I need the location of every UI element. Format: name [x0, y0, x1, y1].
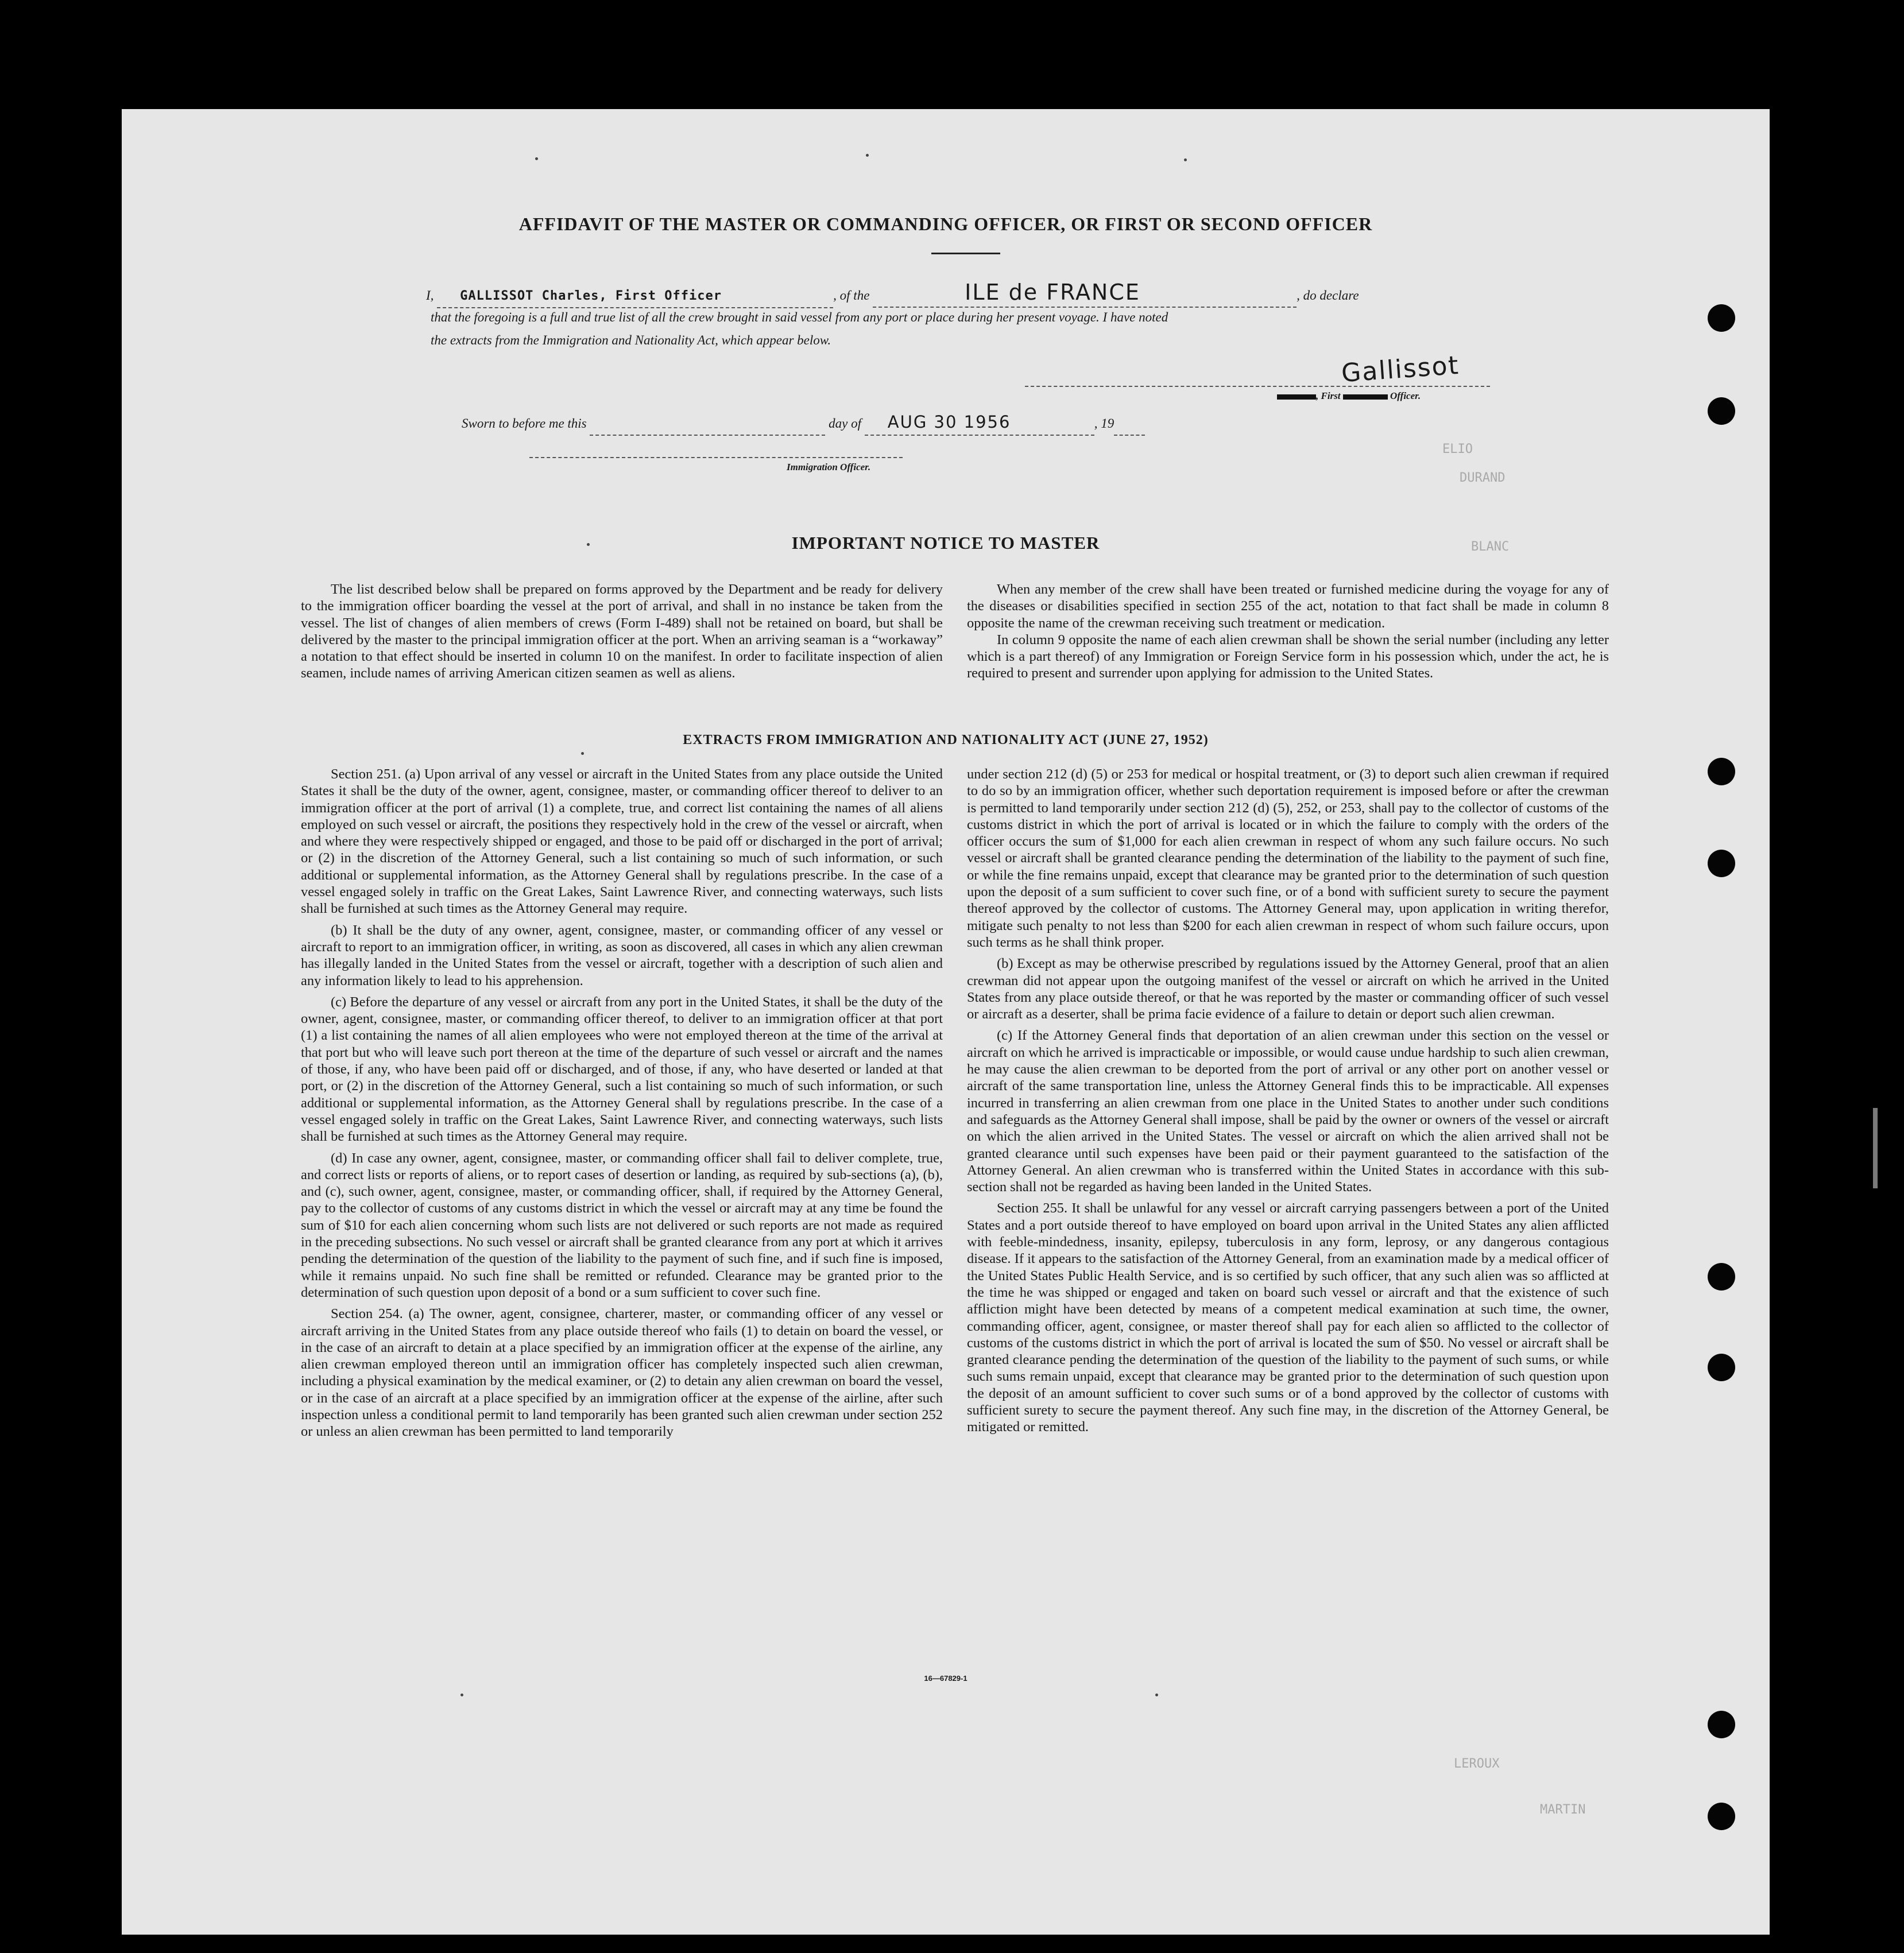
notice-paragraph: In column 9 opposite the name of each alien crewman shall be shown the serial number (including any letter which is a part thereof) of any Immigration or Foreign Service form in his possession which, under the act, he is required to present and surrender upon applying for admission to the United States. [967, 631, 1609, 681]
signature-line [1025, 386, 1490, 387]
punch-hole [1708, 1803, 1735, 1830]
notice-paragraph: When any member of the crew shall have been treated or furnished medicine during the voyage for any of the diseases or disabilities specified in section 255 of the act, notation to that fact shall be made in column 8 opposite the name of the crewman receiving such treatment or medication. [967, 582, 1609, 631]
section-paragraph: (b) Except as may be otherwise prescribed by regulations issued by the Attorney General, proof that an alien crewman did not appear upon the outgoing manifest of the vessel or aircraft on which he arrived in the United States from any place outside thereof, or that he was reported by the master or commanding officer of such vessel or aircraft as a deserter, shall be prima facie evidence of a failure to detain or deport such alien crewman. [967, 956, 1609, 1022]
notice-title: IMPORTANT NOTICE TO MASTER [791, 533, 1100, 553]
notice-paragraph: The list described below shall be prepared on forms approved by the Department and be ready for delivery to the immigration officer boarding the vessel at the port of arrival, and shall in no instance be taken from the vessel. The list of changes of alien members of crews (Form I-489) shall not be retained on board, but shall be delivered by the master to the principal immigration officer at the port. When an arriving seaman is a “workaway” a notation to that effect should be inserted in column 10 on the manifest. In order to facilitate inspection of alien seamen, include names of arriving American citizen seamen as well as aliens. [301, 582, 943, 681]
of-the-label: , of the [833, 288, 870, 303]
declarant-prefix: I, [426, 288, 434, 303]
statement-line-2: the extracts from the Immigration and Nationality Act, which appear below. [431, 333, 831, 347]
punch-hole [1708, 1263, 1735, 1291]
redaction-bar [1277, 394, 1316, 400]
sworn-day-field [590, 413, 825, 436]
notice-left-column [301, 581, 943, 682]
section-paragraph: under section 212 (d) (5) or 253 for medical or hospital treatment, or (3) to deport such alien crewman if required to do so by an immigration officer, whether such deportation requirement is imposed before or after the crewman is permitted to land temporarily under section 212 (d) (5), 252, or 253, shall pay to the collector of customs of the customs district in which the port of arrival is located or in which the failure to comply with the orders of the officer occurs the sum of $1,000 for each alien crewman in respect of whom any such failure occurs. No such vessel or aircraft shall be granted clearance pending the determination of the liability to the payment of such fine, or while the fine remains unpaid, except that clearance may be granted prior to the determination of such question upon the deposit of a sum sufficient to cover such fine, or of a bond with sufficient surety to secure the payment thereof approved by the collector of customs. The Attorney General may, upon application in writing therefor, mitigate such penalty to not less than $200 for each alien crewman in respect of whom such failure occurs, upon such terms as he shall think proper. [967, 766, 1609, 950]
punch-hole [1708, 1354, 1735, 1381]
speck [460, 1694, 463, 1696]
speck [1184, 158, 1187, 161]
declaration-line [426, 281, 1609, 308]
document-page [122, 109, 1770, 1935]
speck [535, 157, 538, 160]
bleed-through-text: LEROUX [1454, 1757, 1500, 1771]
immigration-officer-caption: Immigration Officer. [787, 462, 871, 472]
master-signature: Gallissot [1340, 350, 1461, 389]
statement-line-1: that the foregoing is a full and true list of all the crew brought in said vessel from any port or place during her present voyage. I have noted [431, 310, 1168, 324]
declarant-name: GALLISSOT Charles, First Officer [460, 289, 722, 303]
extracts-left-column [301, 766, 943, 1440]
scanner-edge-mark [1873, 1108, 1878, 1188]
signature-caption: , First Officer. [1277, 390, 1421, 402]
punch-hole [1708, 758, 1735, 785]
vessel-field [873, 281, 1297, 308]
punch-hole [1708, 397, 1735, 425]
section-paragraph: (d) In case any owner, agent, consignee, master, or commanding officer shall fail to deliver complete, true, and correct lists or reports of aliens, or to report cases of desertion or landing, as required by sub-sections (a), (b), and (c), such owner, agent, consignee, master, or commanding officer, shall, if required by the Attorney General, pay to the collector of customs of any customs district in which the vessel or aircraft may at any time be found the sum of $10 for each alien concerning whom such lists are not delivered or such reports are not made as required in the preceding subsections. No such vessel or aircraft shall be granted clearance from any port at which it arrives pending the determination of the question of the liability to the payment of such fine, and if such fine is imposed, while it remains unpaid. No such fine shall be remitted or refunded. Clearance may be granted prior to the determination of such question upon deposit of a bond or a sum sufficient to cover such fine. [301, 1150, 943, 1300]
bleed-through-text: DURAND [1460, 471, 1506, 485]
title-rule [931, 253, 1000, 254]
day-of-label: day of [829, 416, 861, 431]
punch-hole [1708, 1711, 1735, 1738]
punch-hole [1708, 850, 1735, 877]
section-paragraph: (c) Before the departure of any vessel or aircraft from any port in the United States, it shall be the duty of the owner, agent, consignee, master, or commanding officer thereof, to deliver to an immigration officer at that port (1) a list containing the names of all alien employees who were not employed thereon at the time of the arrival at that port but who will leave such port thereon at the time of the departure of such vessel or aircraft and the names of those, if any, who have been paid off or discharged, and of those, if any, who have deserted or landed at that port, or (2) in the discretion of the Attorney General, such a list containing so much of such information, or such additional or supplemental information, as the Attorney General shall by regulations prescribe. In the case of a vessel engaged solely in traffic on the Great Lakes, Saint Lawrence River, and connecting waterways, such lists shall be furnished at such times as the Attorney General may require. [301, 994, 943, 1145]
immigration-officer-line [529, 457, 903, 458]
do-declare-label: , do declare [1297, 288, 1359, 303]
section-paragraph: Section 255. It shall be unlawful for any vessel or aircraft carrying passengers between a port of the United States and a port outside thereof to have employed on board upon arrival in the United States any alien afflicted with feeble-mindedness, insanity, epilepsy, tuberculosis in any form, leprosy, or any dangerous contagious disease. If it appears to the satisfaction of the Attorney General, from an examination made by a medical officer of the United States Public Health Service, and is so certified by such officer, that any such alien was so afflicted at the time he was shipped or engaged and taken on board such vessel or aircraft and that the existence of such affliction might have been detected by means of a competent medical examination at such time, the owner, commanding officer, agent, consignee, or master thereof shall pay for each alien so afflicted to the collector of customs of the customs district in which the port of arrival is located the sum of $50. No vessel or aircraft shall be granted clearance pending the determination of the question of the liability to the payment of such sums, or while such sums remain unpaid, except that clearance may be granted prior to the determination of such question upon the deposit of an amount sufficient to cover such sums or of a bond approved by the collector of customs with sufficient surety to secure the payment thereof. Any such fine may, in the discretion of the Attorney General, be mitigated or remitted. [967, 1200, 1609, 1435]
declarant-field [437, 285, 833, 308]
year-prefix: , 19 [1094, 416, 1114, 431]
speck [866, 154, 869, 157]
form-number: 16—67829-1 [924, 1674, 968, 1683]
sworn-line [462, 411, 1644, 436]
section-paragraph: Section 251. (a) Upon arrival of any vessel or aircraft in the United States from any place outside the United States it shall be the duty of the owner, agent, consignee, master, or commanding officer thereof to deliver to an immigration officer at the port of arrival (1) a complete, true, and correct list containing the names of all aliens employed on such vessel or aircraft, the positions they respectively hold in the crew of the vessel or aircraft, when and where they were respectively shipped or engaged, and those to be paid off or discharged in the port of arrival; or (2) in the discretion of the Attorney General, such a list containing so much of such information, or such additional or supplemental information, as the Attorney General shall by regulations prescribe. In the case of a vessel engaged solely in traffic on the Great Lakes, Saint Lawrence River, and connecting waterways, such lists shall be furnished at such times as the Attorney General may require. [301, 766, 943, 917]
notice-right-column [967, 581, 1609, 682]
punch-hole [1708, 304, 1735, 332]
stamped-date: AUG 30 1956 [887, 412, 1011, 432]
section-paragraph: (b) It shall be the duty of any owner, agent, consignee, master, or commanding officer of any vessel or aircraft to report to an immigration officer, in writing, as soon as discovered, all cases in which any alien crewman has illegally landed in the United States from the vessel or aircraft, together with a description of such alien and any information likely to lead to his apprehension. [301, 922, 943, 989]
date-field [865, 411, 1094, 436]
speck [1155, 1694, 1158, 1696]
bleed-through-text: MARTIN [1540, 1803, 1586, 1817]
year-field [1114, 413, 1145, 436]
section-paragraph: Section 254. (a) The owner, agent, consignee, charterer, master, or commanding officer of any vessel or aircraft arriving in the United States from any place outside thereof who fails (1) to detain on board the vessel, or in the case of an aircraft to detain at a place specified by an immigration officer at the expense of the airline, any alien crewman employed thereon until an immigration officer has completely inspected such alien crewman, including a physical examination by the medical examiner, or (2) to detain any alien crewman on board the vessel, or in the case of an aircraft at a place specified by an immigration officer at the expense of the airline, after such inspection unless a conditional permit to land temporarily has been granted such alien crewman under section 252 or unless an alien crewman has been permitted to land temporarily [301, 1306, 943, 1440]
vessel-name: ILE de FRANCE [965, 280, 1140, 305]
speck [581, 752, 584, 755]
affidavit-title: AFFIDAVIT OF THE MASTER OR COMMANDING OFFICER, OR FIRST OR SECOND OFFICER [518, 214, 1373, 234]
redaction-bar [1343, 394, 1388, 400]
sworn-label: Sworn to before me this [462, 416, 587, 431]
extracts-title: EXTRACTS FROM IMMIGRATION AND NATIONALITY ACT (JUNE 27, 1952) [683, 733, 1209, 747]
bleed-through-text: BLANC [1471, 540, 1510, 554]
bleed-through-text: ELIO [1442, 442, 1473, 456]
section-paragraph: (c) If the Attorney General finds that deportation of an alien crewman under this section on the vessel or aircraft on which he arrived is impracticable or impossible, or would cause undue hardship to such alien crewman, he may cause the alien crewman to be deported from the port of arrival or any other port on another vessel or aircraft of the same transportation line, unless the Attorney General finds this to be impracticable. All expenses incurred in transferring an alien crewman from one place in the United States to another under such conditions and safeguards as the Attorney General shall impose, shall be paid by the owner or owners of the vessel or aircraft on which the alien arrived in the United States. The vessel or aircraft on which the alien arrived shall not be granted clearance until such expenses have been paid or their payment guaranteed to the satisfaction of the Attorney General. An alien crewman who is transferred within the United States in accordance with this sub-section shall not be regarded as having been landed in the United States. [967, 1028, 1609, 1195]
extracts-right-column [967, 766, 1609, 1436]
